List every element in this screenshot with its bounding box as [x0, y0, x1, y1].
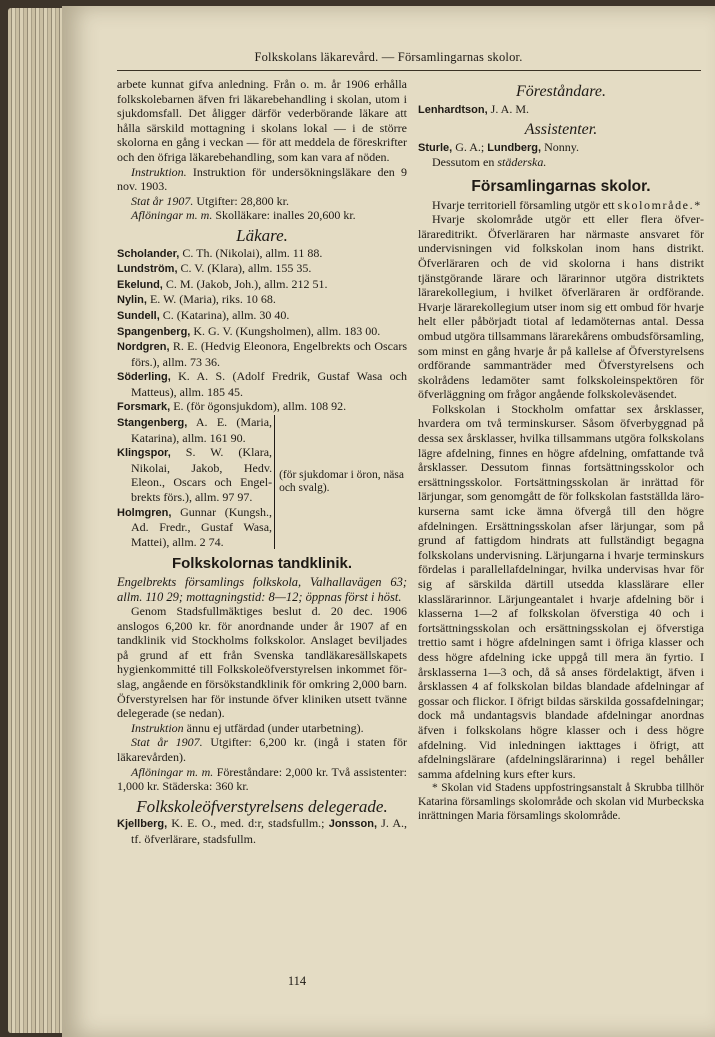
delegerade-entry: Kjellberg, K. E. O., med. d:r, stadsfullm.; Jonsson, J. A., tf. öfverlärare, stadsfullm. — [117, 816, 407, 846]
header-rule — [117, 70, 701, 71]
delegerade-heading: Folkskoleöfverstyrelsens delegerade. — [136, 796, 388, 816]
doctor-details: E. W. (Maria), riks. 10 68. — [146, 292, 276, 307]
doctor-details: A. E. (Maria, Katarina), allm. 161 90. — [131, 415, 273, 445]
doctor-entry — [117, 261, 407, 277]
skolor-p2: Hvarje skolområde utgör ett eller flera öfverlärareditrikt. Öfverläraren har närmaste ansvaret för undervisningen vid folkskolan inom hans distrikt. Öfverläraren och de vid skolorna i hans distrikt tjänstgörande lärare och lärarinnor utgöra distriktets lärarekollegium, i hvilket öfverläraren är ordförande. Hvarje lärarekollegium utser inom sig ett ombud för hvarje helt eller påbörjadt tiotal af ledamöternas antal. Dessa ombud utgöra tillsammans lärarekårens ombudsförsamling, som minst en gång hvarje år på kallelse af Öfverstyrelsens ordförande sammanträder med Öfverstyrelsens och skolrådens ledamöter samt folkskoleinspektören för öfverläggning om frågor angående folkskoleväsendet. — [418, 212, 704, 402]
aflon-paragraph: Aflöningar m. m. Skolläkare: inalles 20,600 kr. — [131, 208, 356, 223]
doctor-entry — [117, 445, 272, 504]
lakare-heading: Läkare. — [236, 225, 288, 245]
specialist-note: (för sjukdomar i öron, näsa och svalg). — [279, 469, 404, 495]
left-column — [117, 77, 407, 847]
doctor-entry — [117, 292, 407, 308]
lakare-list — [117, 246, 407, 416]
doctor-name: Nylin, — [117, 294, 147, 307]
doctor-entry — [117, 399, 407, 415]
tand-aflon: Aflöningar m. m. Föreståndare: 2,000 kr. Två assistenter: 1,000 kr. Städerska: 360 kr. — [117, 764, 407, 794]
tand-instruktion: Instruktion ännu ej utfärdad (under utarbetning). — [131, 720, 364, 735]
doctor-name: Klingspor, — [117, 447, 171, 460]
forestandare-entry: Lenhardtson, J. A. M. — [418, 101, 530, 116]
doctor-name: Söderling, — [117, 371, 171, 384]
tand-stat: Stat år 1907. Utgifter: 6,200 kr. (ingå i staten för läkarevården). — [117, 735, 407, 764]
doctor-details: C. (Katarina), allm. 30 40. — [159, 307, 290, 322]
doctor-name: Ekelund, — [117, 278, 163, 291]
footnote: * Skolan vid Stadens uppfostringsanstalt å Skrubba tillhör Katarina församlings skolområde och skolan vid Murbeckska inrättningen Maria församlings skolområde. — [418, 782, 704, 823]
doctor-entry — [117, 505, 272, 550]
intro-paragraph: arbete kunnat gifva anledning. Från o. m. år 1906 erhålla folkskolebarnen äfven fri läkarebehandling i skolan, utom i sjukdomsfall. Det åligger därför vederbörande läkare att hålla särskild mottagning i skolans lokal — i de större skolorna en gång i veckan — för att meddela de föreskrifter och den öfriga läkarebehandling, som kan vara af nöden. — [117, 77, 407, 164]
doctor-details: K. A. S. (Adolf Fredrik, Gustaf Wasa och Matteus), allm. 185 45. — [131, 369, 407, 399]
doctor-details: R. E. (Hedvig Eleonora, Engelbrekts och Oscars förs.), allm. 73 36. — [131, 339, 407, 369]
specialist-bracket-block — [117, 415, 407, 549]
doctor-details: C. Th. (Nikolai), allm. 11 88. — [179, 245, 323, 260]
book-page — [62, 6, 715, 1037]
doctor-name: Sundell, — [117, 309, 160, 322]
instruktion-paragraph: Instruktion. Instruktion för undersökningsläkare den 9 nov. 1903. — [117, 164, 407, 194]
running-head: Folkskolans läkarevård. — Församlingarnas skolor. — [254, 50, 523, 64]
tandklinik-paragraph: Genom Stadsfullmäktiges beslut d. 20 dec. 1906 anslogos 6,200 kr. för anordnande under år 1907 af en tandklinik vid Stockholms folkskolor. Anslaget beviljades på grund af ett från Svenska tandläkaresällskapets hygienkommitté till Folkskoleöfverstyrelsen inkommet förslag, angående en försökstandklinik för omkring 2,000 barn. Öfverstyrelsen har för instunde öfver kliniken utsett tvänne delegerade (se nedan). — [117, 604, 407, 721]
page-number: 114 — [287, 974, 307, 988]
stat-paragraph: Stat år 1907. Utgifter: 28,800 kr. — [131, 193, 289, 208]
doctor-entry — [117, 339, 407, 369]
doctor-entry — [117, 369, 407, 399]
skolor-p3: Folkskolan i Stockholm omfattar sex årsklasser, hvardera om två terminskurser. Såsom öfverbyggnad på dessa sex årsklasser, hvilka tillsammans utgöra folkskolans lägre afdelning, finnes en högre afdelning, omfattande två årsklasser. Dessutom finnas fortsättningsskolor och ersättningsskolor. Fortsättningsskolan är inrättad för lärjungar, som genomgått de för folkskolan fastställda lärokurserna samt icke ämna öfvergå till den högre afdelningen. Ersättningsskolan afser lärjungar, som på grund af fattigdom hindrats att fullständigt begagna folkskolans undervisning. Lärjungarna i hvarje terminskurs fördelas i parallellafdelningar, hvilka undervisas hvar för sig af särskilda därtill utsedda klasslärare eller klasslärarinnor. Lärjungeantalet i hvarje afdelning bör i klasserna 1—2 af folkskolan öfverstiga 40 och i fortsättningsskolan och ersättningsskolan ej öfverstiga trettio samt i högre afdelningen samt i öfriga klasser och dess högre afdelning icke uppgå till mera än fyrtio. I årsklasserna 1—3 och, då så anses fördelaktigt, äfven i årsklassen 4 af folkskolan bildas blandade afdelningar af gossar och flickor. I öfrigt bildas särskilda gossafdelningar; dock må undantagsvis blandade afdelningar anordnas äfven i folkskolans högre klasser och i dess högre afdelning. Vid inledningen iakttages i öfrigt, att afdelningslärare (afdelningslärarinna) i regel behåller samma afdelning kurs efter kurs. — [418, 401, 704, 781]
doctor-name: Nordgren, — [117, 341, 170, 354]
skolor-p1: Hvarje territoriell församling utgör ett skolområde.* — [432, 197, 702, 212]
assistenter-heading: Assistenter. — [524, 121, 598, 139]
doctor-name: Scholander, — [117, 247, 180, 260]
doctor-entry — [117, 324, 407, 340]
doctor-name: Holmgren, — [117, 506, 172, 519]
specialist-list — [117, 415, 275, 549]
doctor-details: K. G. V. (Kungsholmen), allm. 183 00. — [190, 323, 381, 338]
right-column — [418, 77, 704, 823]
forestandare-heading: Föreståndare. — [516, 83, 606, 100]
doctor-entry — [117, 308, 407, 324]
tandklinik-heading: Folkskolornas tandklinik. — [171, 555, 353, 573]
doctor-entry — [117, 277, 407, 293]
doctor-details: Gunnar (Kungsh., Ad. Fredr., Gustaf Wasa, Mattei), allm. 2 74. — [131, 504, 273, 549]
doctor-entry — [117, 246, 407, 262]
doctor-name: Stangenberg, — [117, 417, 188, 430]
doctor-entry — [117, 415, 272, 445]
doctor-name: Spangenberg, — [117, 325, 191, 338]
tandklinik-subheading: Engelbrekts församlings folkskola, Valhallavägen 63; allm. 110 29; mottagningstid: 8—12; öppnas först i höst. — [117, 575, 407, 604]
assistenter-entry: Sturle, G. A.; Lundberg, Nonny. — [418, 139, 579, 154]
doctor-details: S. W. (Klara, Nikolai, Jakob, Hedv. Eleon., Oscars och Engelbrekts förs.), allm. 97 97. — [131, 445, 273, 505]
dessutom-line: Dessutom en städerska. — [432, 155, 547, 170]
doctor-details: E. (för ögonsjukdom), allm. 108 92. — [170, 399, 347, 414]
doctor-name: Forsmark, — [117, 401, 171, 414]
doctor-details: C. M. (Jakob, Joh.), allm. 212 51. — [162, 276, 328, 291]
skolor-heading: Församlingarnas skolor. — [471, 177, 651, 195]
doctor-name: Lundström, — [117, 263, 178, 276]
page-edges — [8, 8, 68, 1033]
doctor-details: C. V. (Klara), allm. 155 35. — [177, 261, 312, 276]
